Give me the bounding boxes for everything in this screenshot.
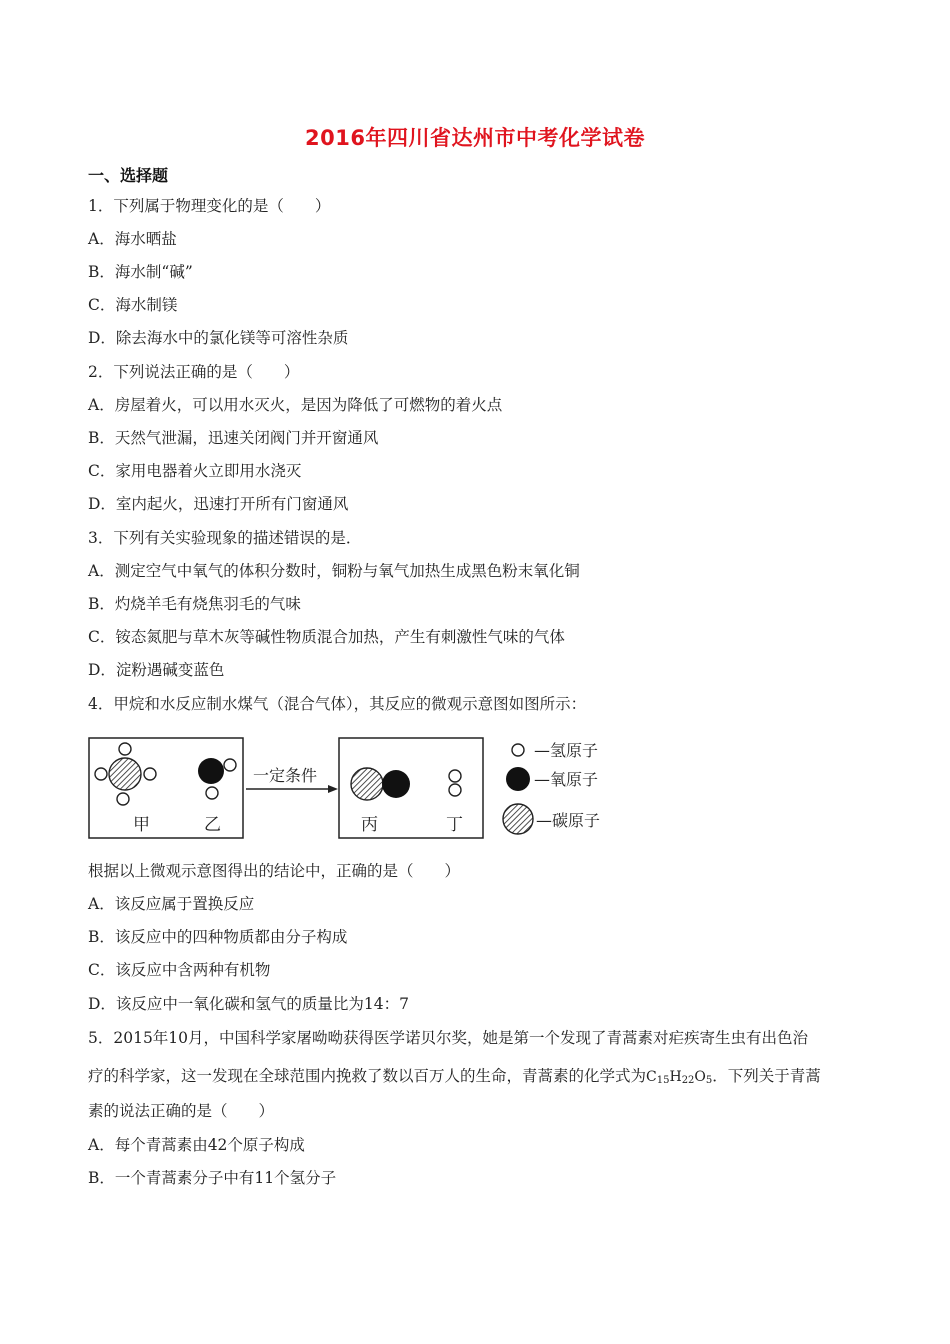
hydrogen-atom — [119, 743, 131, 755]
option-text: C．铵态氮肥与草木灰等碱性物质混合加热，产生有刺激性气味的气体 — [88, 628, 565, 646]
question-3: 3．下列有关实验现象的描述错误的是． — [88, 529, 362, 547]
question-1: 1．下列属于物理变化的是（ ） — [88, 197, 331, 215]
legend-carbon: —碳原子 — [536, 811, 601, 830]
question-4-prompt: 根据以上微观示意图得出的结论中，正确的是（ ） — [88, 862, 461, 880]
chemical-formula: $C_{15}H_{22}O_5$ — [646, 1069, 713, 1086]
legend-oxygen: —氧原子 — [534, 770, 599, 789]
hydrogen-atom — [449, 770, 461, 782]
option-text: D．室内起火，迅速打开所有门窗通风 — [88, 495, 349, 513]
reaction-diagram — [88, 736, 628, 840]
label-yi: 乙 — [204, 815, 221, 835]
legend-hydrogen-icon — [512, 744, 524, 756]
page-title: 2016年四川省达州市中考化学试卷 — [305, 126, 645, 150]
option-text: A．每个青蒿素由42个原子构成 — [88, 1136, 305, 1154]
question-4: 4．甲烷和水反应制水煤气（混合气体），其反应的微观示意图如图所示： — [88, 695, 587, 713]
condition-label: 一定条件 — [253, 766, 318, 785]
question-5: 5．2015年10月，中国科学家屠呦呦获得医学诺贝尔奖，她是第一个发现了青蒿素对疟疾寄生虫有出色治 — [88, 1029, 809, 1047]
option-text: D．除去海水中的氯化镁等可溶性杂质 — [88, 329, 349, 347]
question-5-line-3: 素的说法正确的是（ ） — [88, 1102, 275, 1120]
hydrogen-atom — [144, 768, 156, 780]
option-text: C．家用电器着火立即用水浇灭 — [88, 462, 302, 480]
hydrogen-atom — [224, 759, 236, 771]
oxygen-atom — [382, 770, 410, 798]
option-text: A．房屋着火，可以用水灭火，是因为降低了可燃物的着火点 — [88, 396, 503, 414]
option-text: A．该反应属于置换反应 — [88, 895, 255, 913]
option-text: A．测定空气中氧气的体积分数时，铜粉与氧气加热生成黑色粉末氧化铜 — [88, 562, 580, 580]
question-2: 2．下列说法正确的是（ ） — [88, 363, 300, 381]
section-heading: 一、选择题 — [88, 166, 169, 185]
option-text: B．灼烧羊毛有烧焦羽毛的气味 — [88, 595, 301, 613]
legend-oxygen-icon — [506, 767, 530, 791]
option-text: B．海水制“碱” — [88, 263, 193, 281]
label-bing: 丙 — [361, 815, 378, 835]
legend-hydrogen: —氢原子 — [534, 741, 599, 760]
hydrogen-atom — [117, 793, 129, 805]
option-text: C．该反应中含两种有机物 — [88, 961, 271, 979]
option-text: D．淀粉遇碱变蓝色 — [88, 661, 225, 679]
hydrogen-atom — [95, 768, 107, 780]
carbon-atom — [351, 768, 383, 800]
hydrogen-atom — [206, 787, 218, 799]
arrow-head — [328, 785, 338, 793]
option-text: B．一个青蒿素分子中有11个氢分子 — [88, 1169, 337, 1187]
oxygen-atom — [198, 758, 224, 784]
option-text: C．海水制镁 — [88, 296, 178, 314]
question-5-line-2 — [88, 1066, 821, 1091]
carbon-atom — [109, 758, 141, 790]
option-text: B．该反应中的四种物质都由分子构成 — [88, 928, 348, 946]
label-jia: 甲 — [133, 815, 150, 835]
option-text: B．天然气泄漏，迅速关闭阀门并开窗通风 — [88, 429, 379, 447]
option-text: A．海水晒盐 — [88, 230, 177, 248]
reaction-diagram-svg — [88, 736, 628, 840]
q5-text-after: ．下列关于青蒿 — [712, 1067, 821, 1085]
legend-carbon-icon — [503, 804, 533, 834]
hydrogen-atom — [449, 784, 461, 796]
option-text: D．该反应中一氧化碳和氢气的质量比为14：7 — [88, 995, 410, 1013]
q5-text-before: 疗的科学家，这一发现在全球范围内挽救了数以百万人的生命，青蒿素的化学式为 — [88, 1067, 647, 1085]
label-ding: 丁 — [446, 815, 463, 835]
